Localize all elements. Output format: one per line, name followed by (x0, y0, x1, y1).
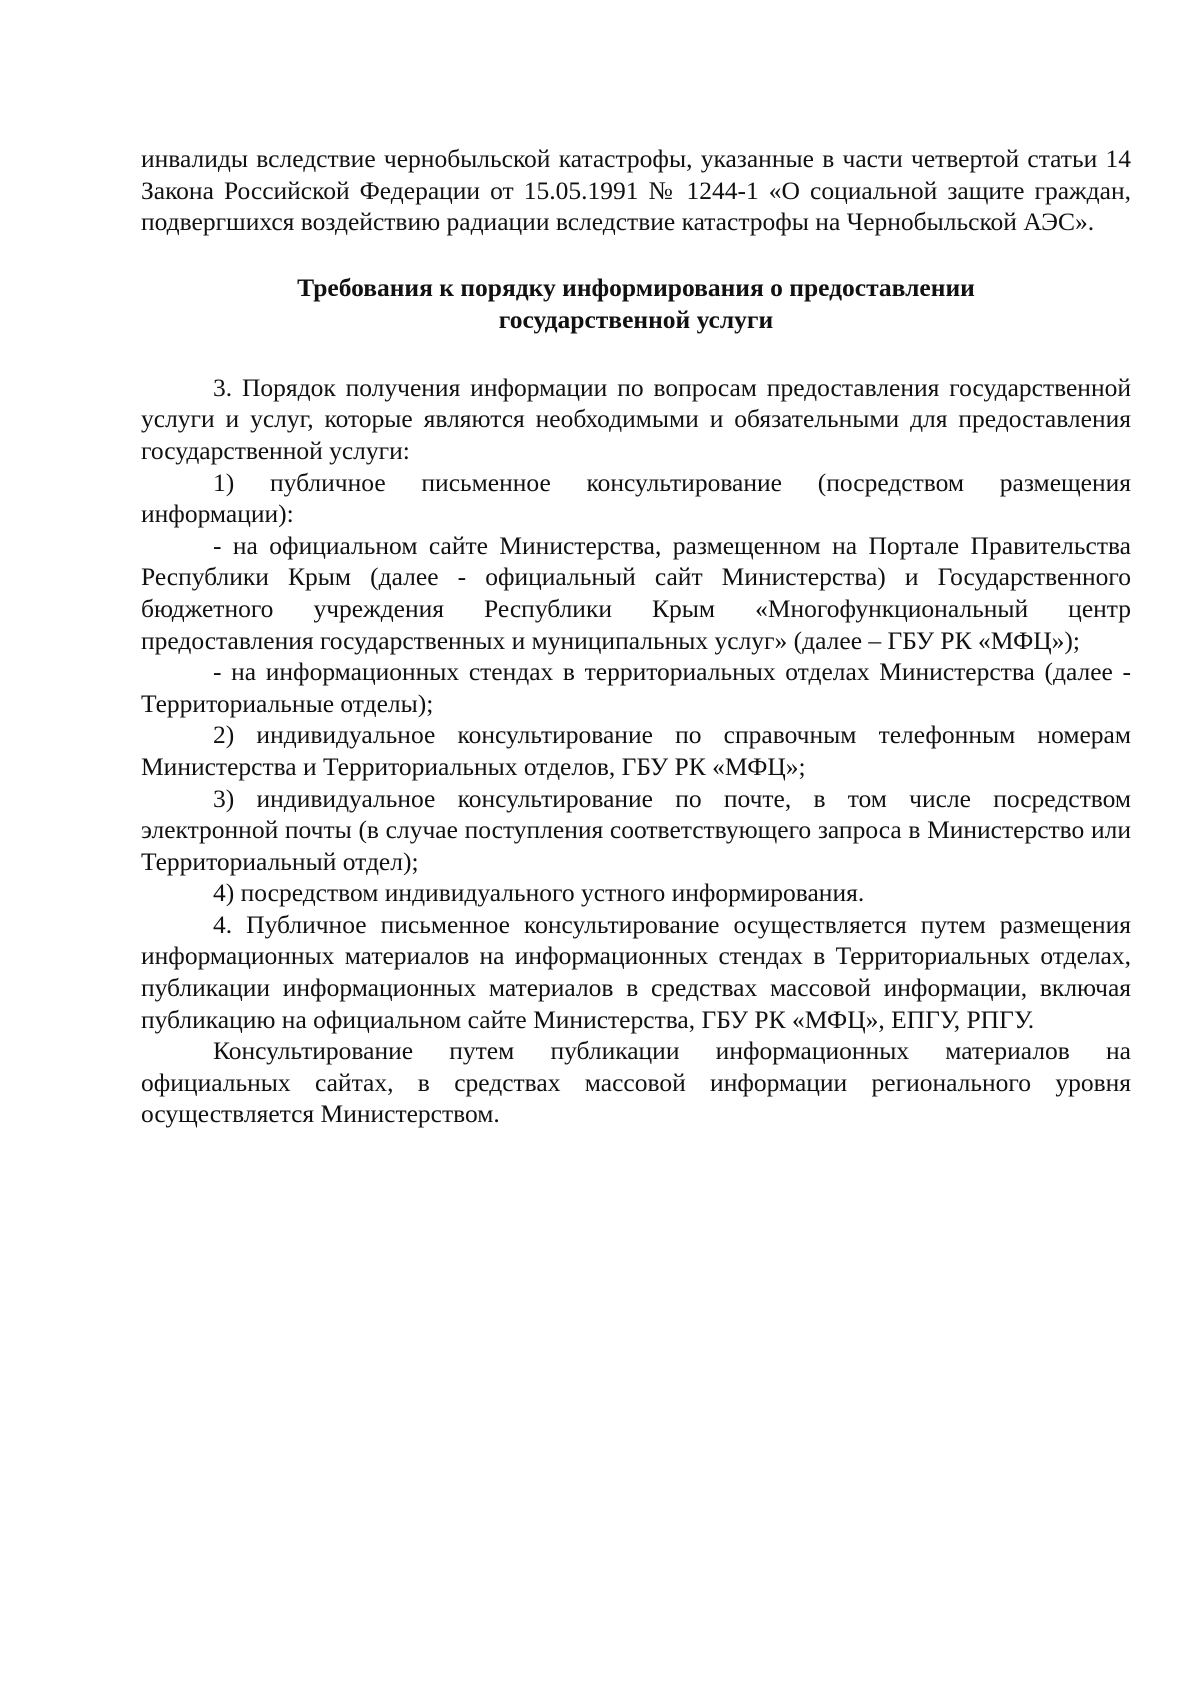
paragraph-4: 4. Публичное письменное консультирование осуществляется путем размещения информационных материалов на информационных стендах в Территориальных отделах, публикации информационных материалов в средствах массовой информации, включая публикацию на официальном сайте Министерства, ГБУ РК «МФЦ», ЕПГУ, РПГУ. (141, 909, 1131, 1034)
list-dash-info-stands: - на информационных стендах в территориальных отделах Министерства (далее - Территориальные отделы); (141, 657, 1131, 718)
paragraph-3: 3. Порядок получения информации по вопросам предоставления государственной услуги и услуг, которые являются необходимыми и обязательными для предоставления государственной услуги: (141, 372, 1131, 465)
document-body (141, 143, 1131, 1130)
list-item-4: 4) посредством индивидуального устного информирования. (213, 878, 865, 908)
list-item-2: 2) индивидуальное консультирование по справочным телефонным номерам Министерства и Территориальных отделов, ГБУ РК «МФЦ»; (141, 720, 1131, 781)
section-heading-line-1: Требования к порядку информирования о предоставлении (297, 272, 975, 302)
list-item-3: 3) индивидуальное консультирование по почте, в том числе посредством электронной почты (в случае поступления соответствующего запроса в Министерство или Территориальный отдел); (141, 783, 1131, 876)
list-dash-official-site: - на официальном сайте Министерства, размещенном на Портале Правительства Республики Крым (далее - официальный сайт Министерства) и Государственного бюджетного учреждения Республики Крым «Многофункциональный центр предоставления государственных и муниципальных услуг» (далее – ГБУ РК «МФЦ»); (141, 530, 1131, 655)
list-item-1: 1) публичное письменное консультирование (посредством размещения информации): (141, 467, 1131, 529)
paragraph-consulting: Консультирование путем публикации информационных материалов на официальных сайтах, в средствах массовой информации регионального уровня осуществляется Министерством. (141, 1036, 1131, 1129)
intro-paragraph: инвалиды вследствие чернобыльской катастрофы, указанные в части четвертой статьи 14 Закона Российской Федерации от 15.05.1991 № 1244-1 «О социальной защите граждан, подвергшихся воздействию радиации вследствие катастрофы на Чернобыльской АЭС». (141, 144, 1131, 237)
section-heading-line-2: государственной услуги (498, 304, 774, 334)
section-heading (141, 272, 1131, 336)
